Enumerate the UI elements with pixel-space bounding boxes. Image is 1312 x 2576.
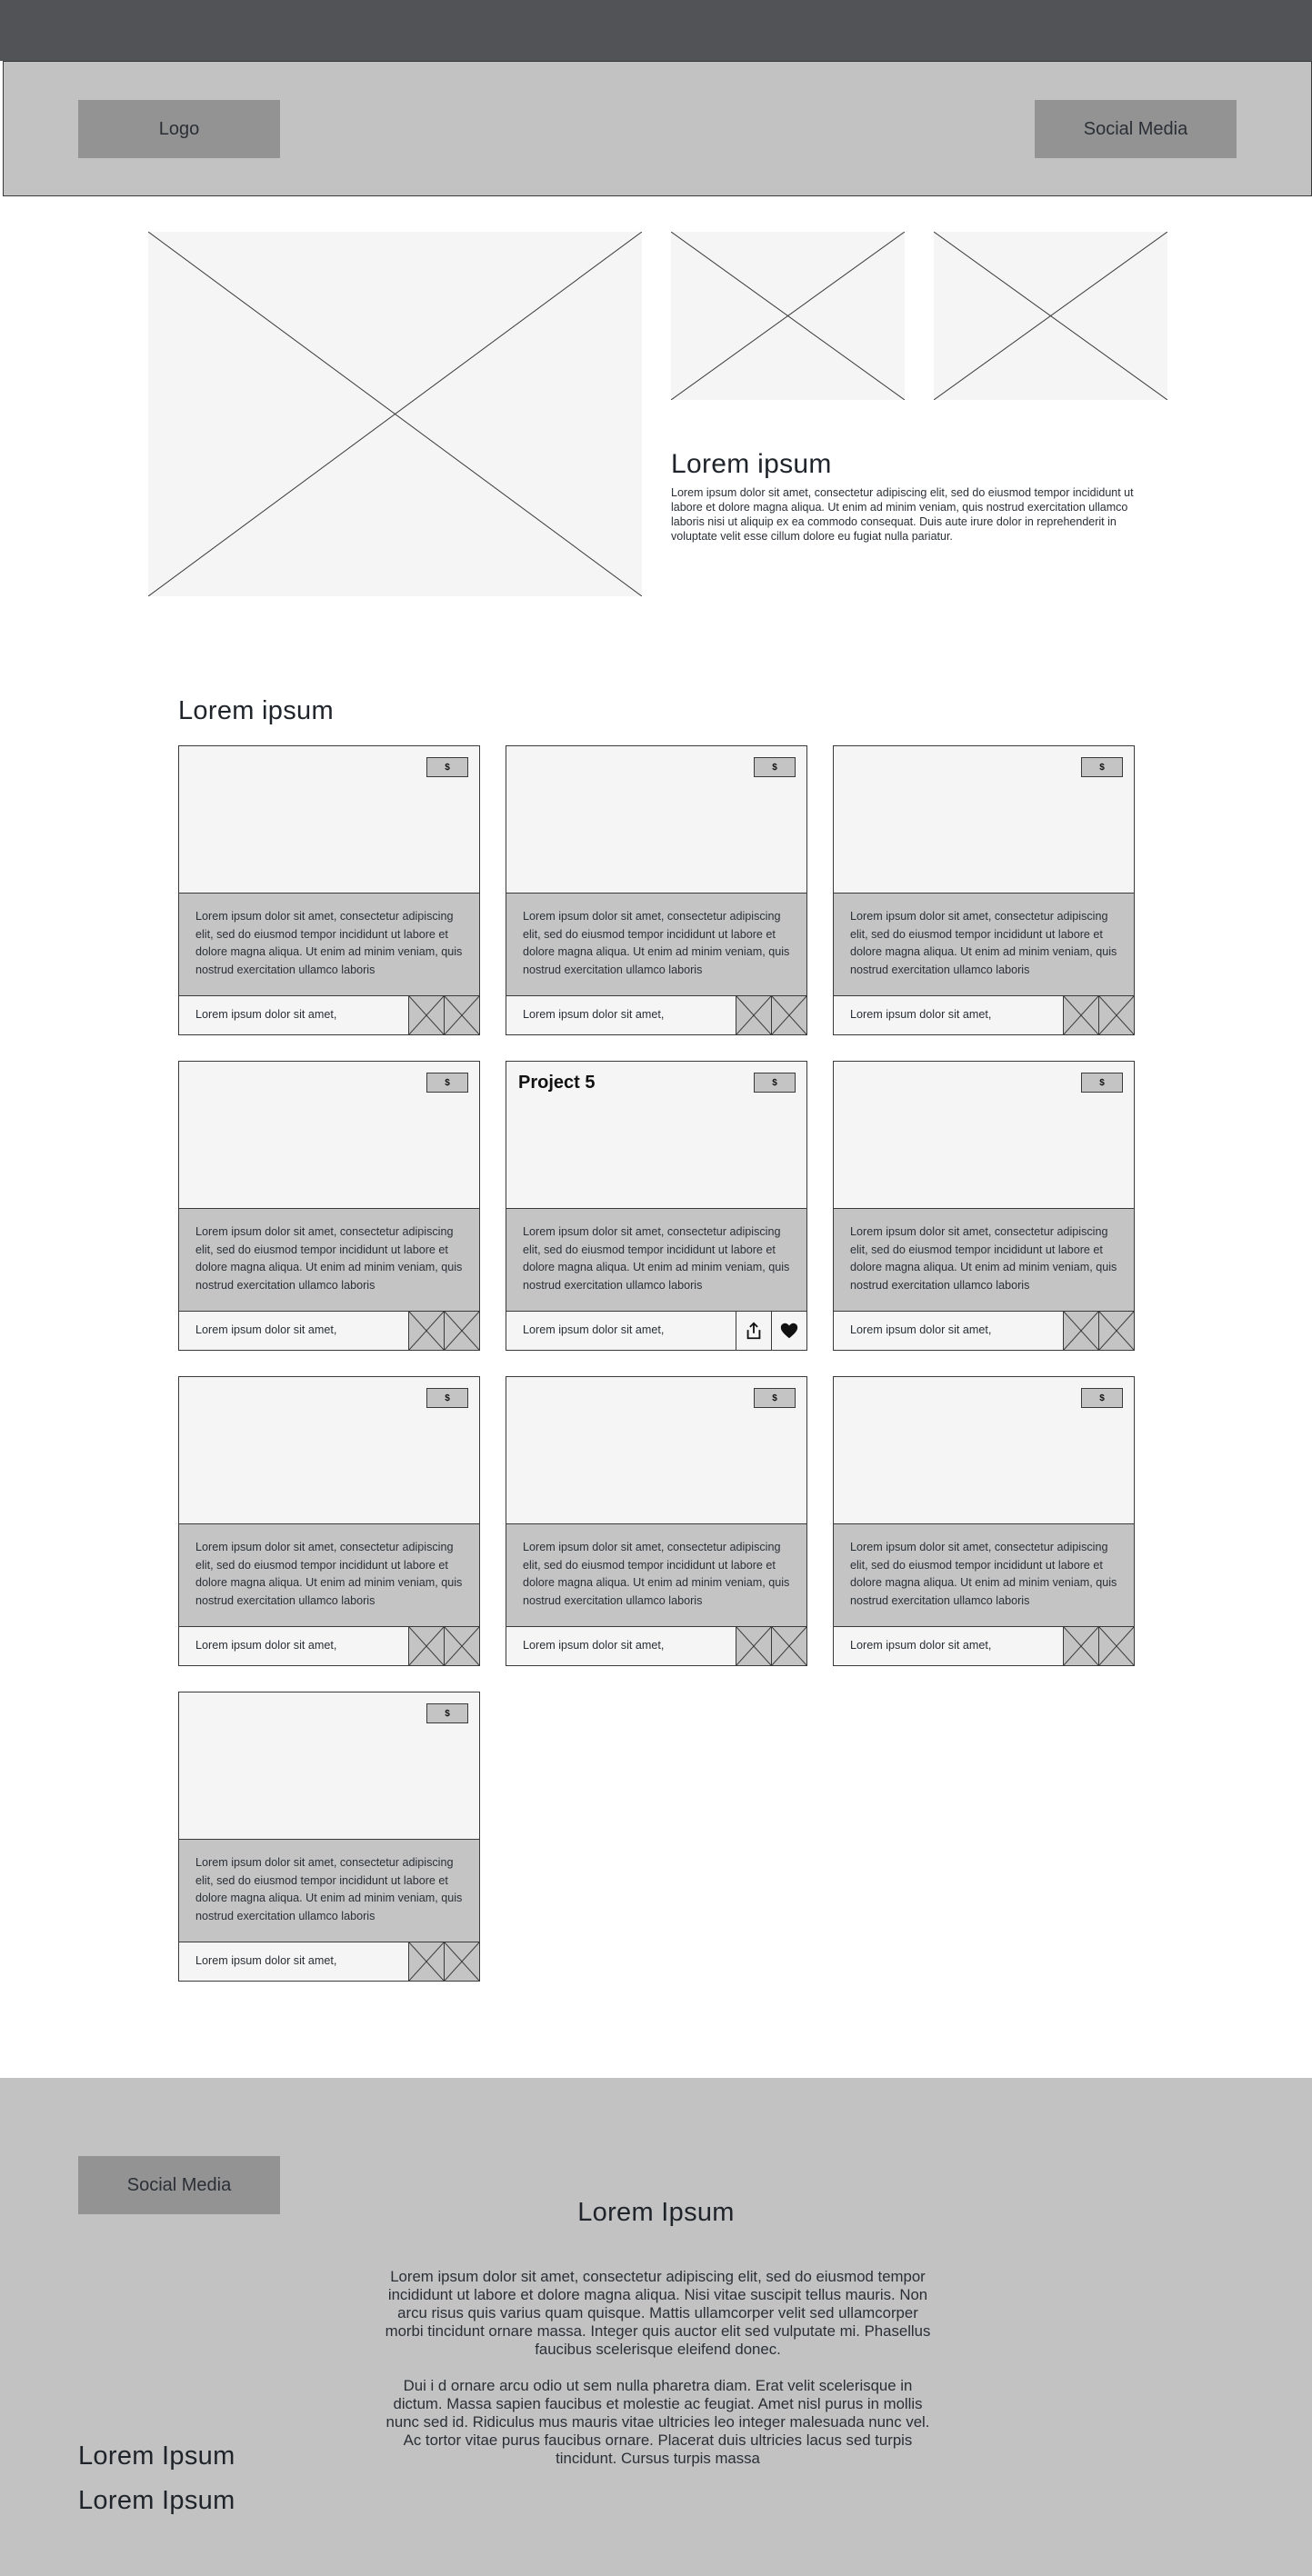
hero-image-thumb-2	[934, 232, 1167, 400]
footer-title: Lorem Ipsum	[577, 2198, 735, 2227]
placeholder-action-icon[interactable]	[1098, 1312, 1134, 1350]
project-card-footer	[834, 996, 1134, 1034]
project-card-description: Lorem ipsum dolor sit amet, consectetur adipiscing elit, sed do eiusmod tempor incididunt ut labore et dolore magna aliqua. Ut enim ad minim veniam, quis nostrud exercitation ullamco laboris	[179, 1524, 479, 1627]
project-card-footer-text: Lorem ipsum dolor sit amet,	[523, 1008, 665, 1021]
placeholder-action-icon[interactable]	[771, 996, 806, 1034]
project-card-description: Lorem ipsum dolor sit amet, consectetur adipiscing elit, sed do eiusmod tempor incididunt ut labore et dolore magna aliqua. Ut enim ad minim veniam, quis nostrud exercitation ullamco laboris	[834, 1524, 1134, 1627]
project-card[interactable]	[178, 1061, 480, 1351]
project-card-footer-text: Lorem ipsum dolor sit amet,	[850, 1323, 992, 1336]
price-badge[interactable]: $	[1081, 1073, 1123, 1093]
project-card-description: Lorem ipsum dolor sit amet, consectetur adipiscing elit, sed do eiusmod tempor incididunt ut labore et dolore magna aliqua. Ut enim ad minim veniam, quis nostrud exercitation ullamco laboris	[506, 894, 806, 996]
project-card-footer-text: Lorem ipsum dolor sit amet,	[195, 1323, 337, 1336]
footer-paragraph-1: Lorem ipsum dolor sit amet, consectetur adipiscing elit, sed do eiusmod tempor incididunt ut labore et dolore magna aliqua. Nisi vitae suscipit tellus mauris. Non arcu risus quis varius quam quisque. Mattis ullamcorper velit sed ullamcorper morbi tincidunt ornare massa. Integer quis auctor elit sed vulputate mi. Phasellus faucibus scelerisque eleifend donec.	[385, 2268, 931, 2358]
project-card[interactable]	[833, 1376, 1135, 1666]
price-badge[interactable]: $	[426, 1073, 468, 1093]
placeholder-action-icon[interactable]	[1063, 996, 1098, 1034]
project-card[interactable]	[833, 745, 1135, 1035]
project-card-footer	[179, 1312, 479, 1350]
price-badge[interactable]: $	[426, 1703, 468, 1723]
project-card[interactable]	[506, 1376, 807, 1666]
top-bar	[0, 0, 1312, 61]
project-card-description: Lorem ipsum dolor sit amet, consectetur adipiscing elit, sed do eiusmod tempor incididunt ut labore et dolore magna aliqua. Ut enim ad minim veniam, quis nostrud exercitation ullamco laboris	[179, 1840, 479, 1942]
project-card[interactable]	[178, 745, 480, 1035]
project-card-footer	[506, 1627, 806, 1665]
project-card-description: Lorem ipsum dolor sit amet, consectetur adipiscing elit, sed do eiusmod tempor incididunt ut labore et dolore magna aliqua. Ut enim ad minim veniam, quis nostrud exercitation ullamco laboris	[506, 1524, 806, 1627]
project-card-footer	[506, 1312, 806, 1350]
project-card-footer	[179, 996, 479, 1034]
hero-title: Lorem ipsum	[671, 449, 832, 479]
project-card-footer-text: Lorem ipsum dolor sit amet,	[523, 1639, 665, 1652]
price-badge[interactable]: $	[426, 757, 468, 777]
project-card-description: Lorem ipsum dolor sit amet, consectetur adipiscing elit, sed do eiusmod tempor incididunt ut labore et dolore magna aliqua. Ut enim ad minim veniam, quis nostrud exercitation ullamco laboris	[834, 894, 1134, 996]
project-card[interactable]	[506, 1061, 807, 1351]
project-card-footer-text: Lorem ipsum dolor sit amet,	[195, 1639, 337, 1652]
project-card-footer	[506, 996, 806, 1034]
price-badge[interactable]: $	[426, 1388, 468, 1408]
project-card-footer	[179, 1627, 479, 1665]
placeholder-action-icon[interactable]	[1098, 996, 1134, 1034]
project-card[interactable]	[178, 1692, 480, 1982]
heart-icon[interactable]	[771, 1312, 806, 1350]
project-card-footer	[834, 1312, 1134, 1350]
placeholder-action-icon[interactable]	[736, 996, 771, 1034]
hero-image-main	[148, 232, 642, 596]
project-card[interactable]	[178, 1376, 480, 1666]
project-card-footer-text: Lorem ipsum dolor sit amet,	[523, 1323, 665, 1336]
project-card-description: Lorem ipsum dolor sit amet, consectetur adipiscing elit, sed do eiusmod tempor incididunt ut labore et dolore magna aliqua. Ut enim ad minim veniam, quis nostrud exercitation ullamco laboris	[179, 894, 479, 996]
price-badge[interactable]: $	[754, 1388, 796, 1408]
project-card-description: Lorem ipsum dolor sit amet, consectetur adipiscing elit, sed do eiusmod tempor incididunt ut labore et dolore magna aliqua. Ut enim ad minim veniam, quis nostrud exercitation ullamco laboris	[179, 1209, 479, 1312]
price-badge[interactable]: $	[1081, 1388, 1123, 1408]
placeholder-action-icon[interactable]	[444, 996, 479, 1034]
site-footer	[0, 2078, 1312, 2576]
share-icon[interactable]	[736, 1312, 771, 1350]
placeholder-action-icon[interactable]	[771, 1627, 806, 1665]
project-card[interactable]	[506, 745, 807, 1035]
placeholder-action-icon[interactable]	[1063, 1627, 1098, 1665]
hero-image-thumb-1	[671, 232, 905, 400]
price-badge[interactable]: $	[1081, 757, 1123, 777]
social-media-button[interactable]: Social Media	[1035, 100, 1237, 158]
project-card-footer	[834, 1627, 1134, 1665]
placeholder-action-icon[interactable]	[408, 1627, 444, 1665]
placeholder-action-icon[interactable]	[1063, 1312, 1098, 1350]
logo-button[interactable]: Logo	[78, 100, 280, 158]
project-card-footer-text: Lorem ipsum dolor sit amet,	[850, 1008, 992, 1021]
placeholder-action-icon[interactable]	[408, 1942, 444, 1981]
project-card-description: Lorem ipsum dolor sit amet, consectetur adipiscing elit, sed do eiusmod tempor incididunt ut labore et dolore magna aliqua. Ut enim ad minim veniam, quis nostrud exercitation ullamco laboris	[834, 1209, 1134, 1312]
project-card-footer-text: Lorem ipsum dolor sit amet,	[850, 1639, 992, 1652]
placeholder-action-icon[interactable]	[444, 1312, 479, 1350]
placeholder-action-icon[interactable]	[408, 1312, 444, 1350]
site-header	[3, 61, 1312, 196]
footer-paragraph-2: Dui i d ornare arcu odio ut sem nulla pharetra diam. Erat velit scelerisque in dictum. Massa sapien faucibus et molestie ac feugiat. Amet nisl purus in mollis nunc sed id. Ridiculus mus mauris vitae ultricies leo integer malesuada nunc vel. Ac tortor vitae purus faucibus ornare. Placerat duis ultricies lacus sed turpis tincidunt. Cursus turpis massa	[386, 2377, 930, 2467]
placeholder-action-icon[interactable]	[408, 996, 444, 1034]
projects-section-title: Lorem ipsum	[178, 696, 334, 725]
hero-body: Lorem ipsum dolor sit amet, consectetur adipiscing elit, sed do eiusmod tempor incididunt ut labore et dolore magna aliqua. Ut enim ad minim veniam, quis nostrud exercitation ullamco laboris nisi ut aliquip ex ea commodo consequat. Duis aute irure dolor in reprehenderit in voluptate velit esse cillum dolore eu fugiat nulla pariatur.	[671, 486, 1134, 543]
placeholder-action-icon[interactable]	[444, 1942, 479, 1981]
project-card-footer	[179, 1942, 479, 1981]
price-badge[interactable]: $	[754, 757, 796, 777]
footer-link-2[interactable]: Lorem Ipsum	[78, 2486, 235, 2515]
placeholder-action-icon[interactable]	[736, 1627, 771, 1665]
footer-link-1[interactable]: Lorem Ipsum	[78, 2441, 235, 2471]
project-card-footer-text: Lorem ipsum dolor sit amet,	[195, 1008, 337, 1021]
project-card-description: Lorem ipsum dolor sit amet, consectetur adipiscing elit, sed do eiusmod tempor incididunt ut labore et dolore magna aliqua. Ut enim ad minim veniam, quis nostrud exercitation ullamco laboris	[506, 1209, 806, 1312]
placeholder-action-icon[interactable]	[444, 1627, 479, 1665]
project-card-footer-text: Lorem ipsum dolor sit amet,	[195, 1954, 337, 1967]
hero-text	[671, 449, 1160, 544]
footer-social-media-button[interactable]: Social Media	[78, 2156, 280, 2214]
project-card[interactable]	[833, 1061, 1135, 1351]
price-badge[interactable]: $	[754, 1073, 796, 1093]
project-card-title: Project 5	[518, 1073, 596, 1093]
placeholder-action-icon[interactable]	[1098, 1627, 1134, 1665]
